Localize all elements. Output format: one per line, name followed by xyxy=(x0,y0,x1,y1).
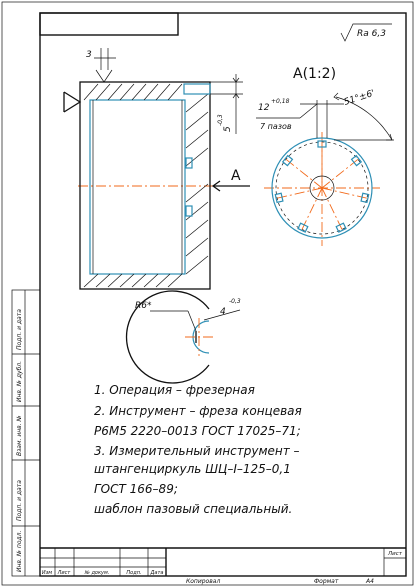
surface-mark-label: 3 xyxy=(86,50,92,60)
copied-label: Копировал xyxy=(186,578,221,585)
sheet-number-label: Лист xyxy=(388,551,402,557)
support-symbol xyxy=(64,92,80,112)
wall-slot-2 xyxy=(186,206,192,216)
radial-line xyxy=(277,188,322,198)
side-label-orig-inv: Инв. № подл. xyxy=(16,530,23,572)
note-line-6: ГОСТ 166–89; xyxy=(94,482,178,496)
hatch-top-wall xyxy=(84,84,182,100)
section-arrow-a xyxy=(213,168,250,191)
note-line-3: Р6М5 2220–0013 ГОСТ 17025–71; xyxy=(94,424,301,438)
radial-lines xyxy=(277,142,367,229)
radial-line xyxy=(322,188,367,198)
slot-width-dimension xyxy=(256,98,344,138)
slot-width-tolerance: +0,18 xyxy=(271,98,290,105)
wall-slot-1 xyxy=(186,158,192,168)
roughness-value: Ra 6,3 xyxy=(357,29,386,39)
slot-detail-view xyxy=(127,291,241,383)
left-margin-strip xyxy=(12,290,40,576)
main-section-view xyxy=(64,48,250,289)
side-label-replace-inv: Взам. инв. № xyxy=(16,415,23,456)
title-block xyxy=(40,548,406,585)
top-left-box xyxy=(40,13,178,35)
side-label-sign-date-1: Подп. и дата xyxy=(16,309,23,350)
side-label-dup-inv: Инв. № дубл. xyxy=(16,360,23,402)
note-line-5: штангенциркуль ШЦ–I–125–0,1 xyxy=(94,462,291,476)
format-label: Формат xyxy=(314,578,339,585)
note-line-7: шаблон пазовый специальный. xyxy=(94,502,293,516)
roughness-mark xyxy=(341,24,392,41)
dimension-5-tolerance: -0,3 xyxy=(217,114,224,126)
note-line-1: 1. Операция – фрезерная xyxy=(94,383,255,397)
detail-view-a xyxy=(256,66,394,246)
title-header-change: Изм xyxy=(41,570,53,576)
section-letter: A xyxy=(231,168,241,184)
title-header-doc-no: № докум. xyxy=(84,570,110,576)
inner-bore xyxy=(90,100,185,274)
hatch-bottom-wall xyxy=(84,274,182,287)
sheet-outer-border xyxy=(2,2,413,585)
slot-depth-tolerance: -0,3 xyxy=(229,298,241,305)
part-outline xyxy=(80,82,210,289)
format-value: А4 xyxy=(366,578,374,585)
angle-value: 51°±6' xyxy=(342,88,377,108)
surface-mark-3 xyxy=(86,48,116,82)
note-line-4: 3. Измерительный инструмент – xyxy=(94,444,300,458)
detail-view-title: A(1:2) xyxy=(293,66,337,82)
dimension-5 xyxy=(210,74,243,134)
slot-notch xyxy=(184,84,210,94)
slot-width-value: 12 xyxy=(258,103,270,113)
angle-dimension xyxy=(334,89,394,140)
title-header-sheet: Лист xyxy=(57,570,71,576)
title-header-date: Дата xyxy=(150,570,164,576)
slot-count-label: 7 пазов xyxy=(260,122,292,131)
hatch-right-wall xyxy=(186,94,208,274)
radial-line xyxy=(322,159,358,188)
slot-depth-value: 4 xyxy=(220,307,226,317)
technical-notes xyxy=(94,383,302,516)
title-header-signature: Подп. xyxy=(126,570,142,576)
dimension-5-value: 5 xyxy=(223,126,233,132)
side-label-sign-date-2: Подп. и дата xyxy=(16,480,23,521)
slot-radius-value: R6* xyxy=(135,301,152,311)
note-line-2: 2. Инструмент – фреза концевая xyxy=(94,404,302,418)
radial-line xyxy=(286,159,322,188)
